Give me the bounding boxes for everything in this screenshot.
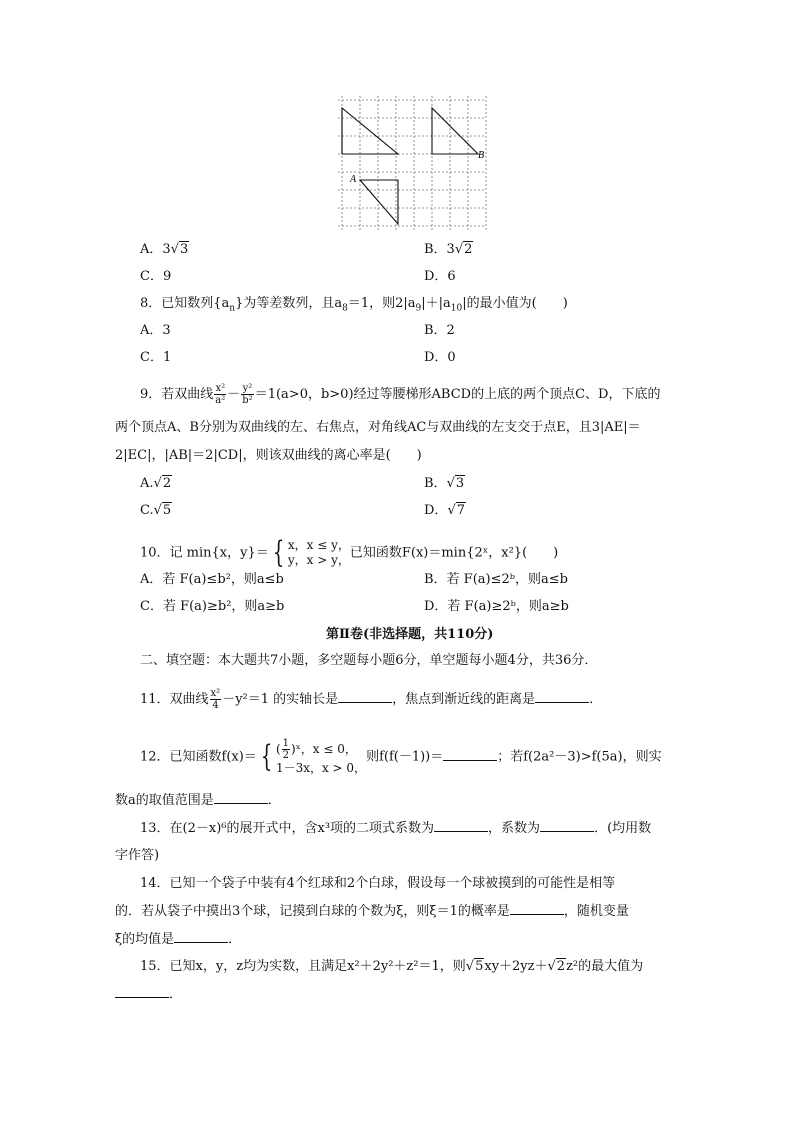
q9-option-a: A.√2 [140, 476, 172, 491]
q9-stem-line2: 两个顶点A、B分别为双曲线的左、右焦点，对角线AC与双曲线的左支交于点E，且3|AE|＝ [115, 420, 641, 435]
q10-stem: 10．记 min{x，y}＝ { x，x ≤ y， y，x > y， 已知函数F(x)＝min{2ˣ，x²}( ) [140, 535, 559, 570]
q7-option-b: B．3√2 [424, 242, 473, 257]
q9-stem-line3: 2|EC|，|AB|＝2|CD|，则该双曲线的离心率是( ) [115, 448, 422, 463]
triangle-top [360, 180, 398, 224]
part2-title: 第Ⅱ卷(非选择题，共110分) [326, 627, 494, 642]
q7-option-c: C．9 [140, 269, 172, 284]
point-b-label: B [478, 150, 485, 161]
q10-option-c: C．若 F(a)≥b²，则a≥b [140, 599, 285, 614]
q12-answer-blank-2[interactable] [214, 791, 268, 804]
grid-figure [338, 96, 488, 238]
q8-option-d: D．0 [424, 350, 456, 365]
q13-answer-blank-2[interactable] [540, 819, 594, 832]
q7-option-a: A．3√3 [140, 242, 189, 257]
point-a-label: A [350, 174, 357, 185]
q15-stem: 15．已知x，y，z均为实数，且满足x²＋2y²＋z²＝1，则√5xy＋2yz＋√2z²的最大值为 [140, 959, 644, 974]
q12-answer-blank-1[interactable] [443, 748, 497, 761]
q9-option-d: D．√7 [424, 503, 466, 518]
q11-stem: 11．双曲线 $\frac{\text{x²}}{4}$ －y²＝1 的实轴长是 ，焦点到渐近线的距离是 ． [140, 688, 603, 711]
part2-intro: 二、填空题：本大题共7小题，多空题每小题6分，单空题每小题4分，共36分． [140, 653, 598, 668]
q15-stem-line2: ． [115, 985, 182, 1005]
q13-answer-blank-1[interactable] [434, 819, 488, 832]
q9-stem-line1: 9．若双曲线 $\frac{\text{x²}}{\text{a²}}$ － $\frac{\text{y²}}{\text{b²}}$ ＝1(a>0，b>0)经过等腰梯形ABCD的上底的两个顶点C、D，下底的 [140, 383, 661, 406]
triangle-front [342, 108, 398, 154]
q8-stem: 8．已知数列$\{a_n\}$为等差数列，且$a_8=1$，则$2|a_9|+|a_{10}|$的最小值为( ) [140, 296, 568, 314]
q13-stem-line2: 字作答) [115, 848, 160, 863]
q8-option-a: A．3 [140, 323, 171, 338]
q14-stem: 14．已知一个袋子中装有4个红球和2个白球，假设每一个球被摸到的可能性是相等 [140, 876, 616, 891]
q8-option-c: C．1 [140, 350, 172, 365]
q10-option-a: A．若 F(a)≤b²，则a≤b [140, 572, 284, 587]
triangle-grid-diagram [338, 96, 488, 234]
q14-answer-blank-2[interactable] [174, 930, 228, 943]
q14-answer-blank-1[interactable] [510, 902, 564, 915]
q14-stem-line2: 的．若从袋子中摸出3个球，记摸到白球的个数为ξ，则ξ＝1的概率是 ，随机变量 [115, 904, 629, 919]
q9-option-b: B．√3 [424, 476, 465, 491]
q9-option-c: C.√5 [140, 503, 172, 518]
q7-option-d: D．6 [424, 269, 456, 284]
q12-stem-line2: 数a的取值范围是 ． [115, 793, 281, 808]
q15-answer-blank[interactable] [115, 985, 169, 998]
q13-stem: 13．在(2－x)⁶的展开式中，含x³项的二项式系数为 ，系数为 ．(均用数 [140, 821, 652, 836]
q10-option-b: B．若 F(a)≤2ᵇ，则a≤b [424, 572, 568, 587]
triangle-side [432, 108, 478, 154]
q12-stem: 12．已知函数f(x)＝ { ( $\frac{1}{2}$ )ˣ，x ≤ 0， 1－3x，x > 0， 则f(f(－1))＝ ；若f(2a²－3)>f(5a)，则实 [140, 738, 662, 775]
q8-option-b: B．2 [424, 323, 455, 338]
q10-option-d: D．若 F(a)≥2ᵇ，则a≥b [424, 599, 569, 614]
q11-answer-blank-1[interactable] [338, 690, 392, 703]
q14-stem-line3: ξ的均值是 ． [115, 932, 242, 947]
q11-answer-blank-2[interactable] [535, 690, 589, 703]
